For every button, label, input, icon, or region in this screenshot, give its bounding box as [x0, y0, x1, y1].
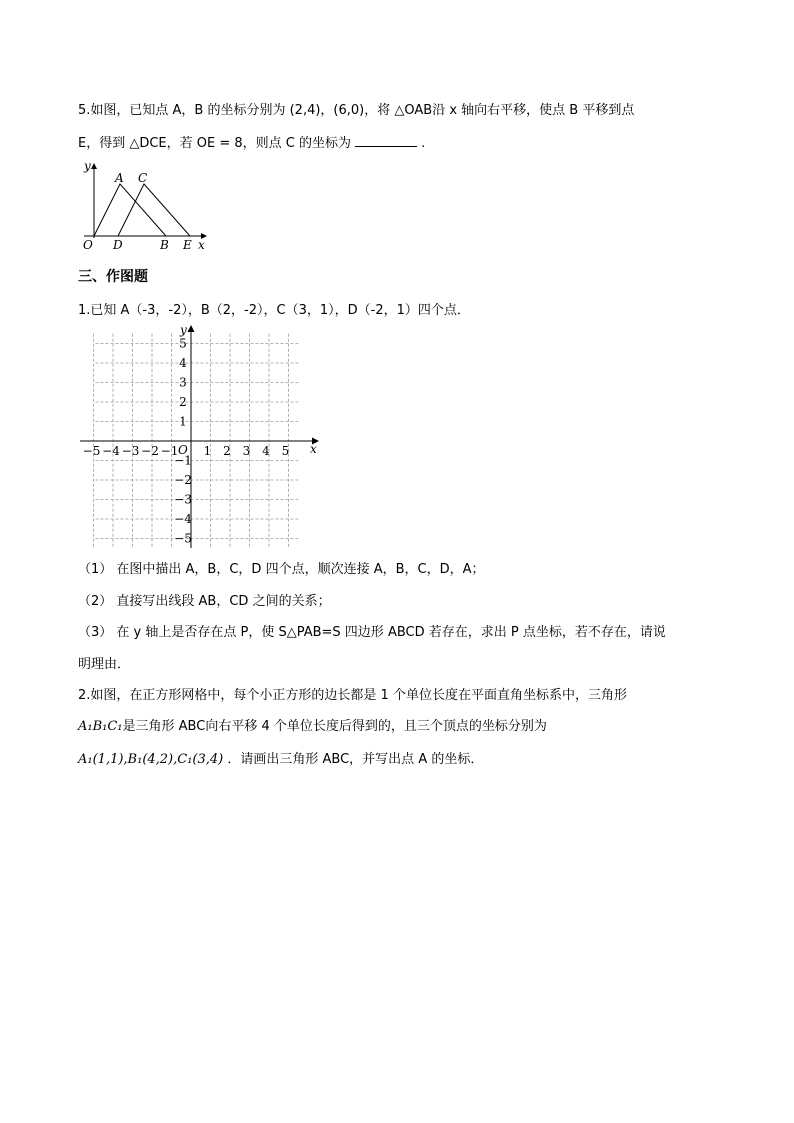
grid-y-label: y — [180, 323, 187, 337]
q5-label-y: y — [84, 159, 91, 173]
x-tick-label: 2 — [223, 444, 231, 458]
q5-text-line2 — [78, 134, 425, 153]
p2-coordinates: A₁(1,1),B₁(4,2),C₁(3,4) — [78, 752, 224, 767]
y-tick-label: 3 — [179, 375, 187, 390]
p1-sub3-line2: 明理由． — [78, 657, 131, 672]
x-tick-label: −1 — [160, 444, 179, 458]
p2-line3-text: ．请画出三角形 ABC，并写出点 A 的坐标． — [227, 752, 484, 767]
y-tick-label: 2 — [179, 395, 187, 409]
y-tick-label: −5 — [174, 531, 192, 546]
q5-line2-suffix: . — [421, 136, 426, 151]
q5-label-o: O — [83, 238, 93, 252]
p2-triangle-a1b1c1: A₁B₁C₁ — [78, 719, 123, 734]
q5-label-x: x — [198, 238, 205, 252]
p1-intro: 1.已知 A（-3，-2），B（2，-2），C（3，1），D（-2，1）四个点． — [78, 303, 470, 318]
p1-sub3-line1: （3） 在 y 轴上是否存在点 P，使 S△PAB=S 四边形 ABCD 若存在，求出 P 点坐标，若不存在，请说 — [78, 625, 666, 640]
grid-x-label: x — [310, 442, 317, 456]
section-heading: 三、作图题 — [78, 269, 148, 285]
q5-label-d: D — [113, 238, 123, 252]
q5-label-a: A — [115, 171, 124, 185]
coordinate-grid — [74, 322, 324, 552]
x-tick-label: −3 — [121, 444, 140, 458]
x-tick-label: −2 — [141, 444, 159, 458]
x-tick-label: −4 — [102, 444, 120, 458]
grid-origin-label: O — [178, 443, 188, 457]
q5-label-b: B — [160, 238, 169, 252]
q5-text-line1: 5.如图，已知点 A，B 的坐标分别为 (2,4)，(6,0)，将 △OAB沿 x 轴向右平移，使点 B 平移到点 — [78, 103, 635, 118]
p1-sub2: （2） 直接写出线段 AB，CD 之间的关系； — [78, 594, 331, 609]
answer-blank — [355, 134, 417, 147]
p2-line3 — [78, 751, 483, 769]
y-tick-label: 4 — [179, 356, 187, 370]
y-tick-label: −4 — [174, 512, 192, 526]
triangle-oab — [94, 184, 166, 236]
y-tick-label: 1 — [179, 414, 187, 429]
x-tick-label: 3 — [242, 444, 251, 458]
triangle-dce — [118, 184, 190, 236]
q5-label-c: C — [138, 171, 148, 185]
y-tick-label: 5 — [179, 336, 187, 351]
x-tick-label: 1 — [203, 444, 212, 458]
p2-line1: 2.如图，在正方形网格中，每个小正方形的边长都是 1 个单位长度在平面直角坐标系中，三角形 — [78, 688, 627, 703]
q5-label-e: E — [183, 238, 192, 252]
y-tick-label: −2 — [174, 473, 192, 487]
y-tick-label: −1 — [174, 453, 192, 468]
q5-line2-prefix: E，得到 △DCE，若 OE = 8，则点 C 的坐标为 — [78, 136, 351, 151]
p2-line2-text: 是三角形 ABC向右平移 4 个单位长度后得到的，且三个顶点的坐标分别为 — [122, 719, 547, 734]
p1-sub1: （1） 在图中描出 A，B，C，D 四个点，顺次连接 A，B，C，D，A； — [78, 562, 485, 577]
x-tick-label: 5 — [281, 444, 290, 458]
p2-line2 — [78, 718, 547, 736]
x-tick-label: −5 — [82, 444, 101, 458]
q5-triangle-figure — [74, 156, 214, 256]
x-tick-label: 4 — [262, 444, 270, 458]
y-tick-label: −3 — [174, 492, 192, 507]
